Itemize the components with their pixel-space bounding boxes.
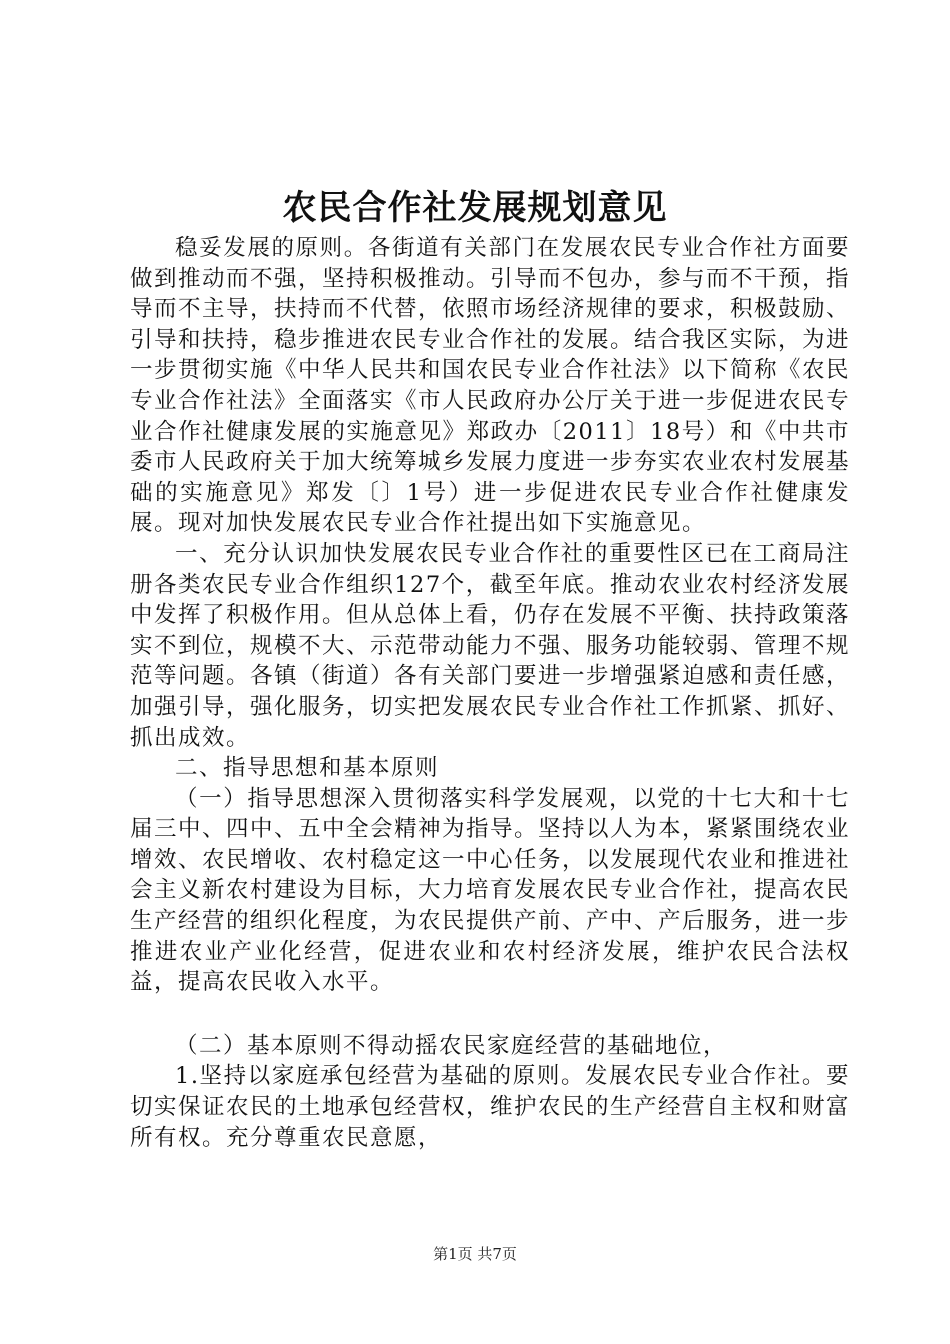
document-body bbox=[130, 233, 850, 1153]
document-title: 农民合作社发展规划意见 bbox=[282, 188, 668, 228]
paragraph-basic-principles: （二）基本原则不得动摇农民家庭经营的基础地位， bbox=[175, 1032, 728, 1059]
paragraph-principle-intro: 稳妥发展的原则。各街道有关部门在发展农民专业合作社方面要做到推动而不强，坚持积极推动。引导而不包办，参与而不干预，指导而不主导，扶持而不代替，依照市场经济规律的要求，积极鼓励、引导和扶持，稳步推进农民专业合作社的发展。结合我区实际，为进一步贯彻实施《中华人民共和国农民专业合作社法》以下简称《农民专业合作社法》全面落实《市人民政府办公厅关于进一步促进农民专业合作社健康发展的实施意见》郑政办〔2011〕18号）和《中共市委市人民政府关于加大统筹城乡发展力度进一步夯实农业农村发展基础的实施意见》郑发〔〕1号）进一步促进农民专业合作社健康发展。现对加快发展农民专业合作社提出如下实施意见。 bbox=[130, 235, 851, 537]
paragraph-principle-one: 1.坚持以家庭承包经营为基础的原则。发展农民专业合作社。要切实保证农民的土地承包经营权，维护农民的生产经营自主权和财富所有权。充分尊重农民意愿， bbox=[130, 1063, 851, 1151]
section-heading-guiding-principles: 二、指导思想和基本原则 bbox=[175, 755, 440, 782]
page-number-footer: 第1页 共7页 bbox=[433, 1245, 517, 1263]
paragraph-section-one: 一、充分认识加快发展农民专业合作社的重要性区已在工商局注册各类农民专业合作组织127个，截至年底。推动农业农村经济发展中发挥了积极作用。但从总体上看，仍存在发展不平衡、扶持政策落实不到位，规模不大、示范带动能力不强、服务功能较弱、管理不规范等问题。各镇（街道）各有关部门要进一步增强紧迫感和责任感，加强引导，强化服务，切实把发展农民专业合作社工作抓紧、抓好、抓出成效。 bbox=[130, 540, 851, 751]
paragraph-guiding-thought: （一）指导思想深入贯彻落实科学发展观，以党的十七大和十七届三中、四中、五中全会精神为指导。坚持以人为本，紧紧围绕农业增效、农民增收、农村稳定这一中心任务，以发展现代农业和推进社会主义新农村建设为目标，大力培育发展农民专业合作社，提高农民生产经营的组织化程度，为农民提供产前、产中、产后服务，进一步推进农业产业化经营，促进农业和农村经济发展，维护农民合法权益，提高农民收入水平。 bbox=[130, 785, 851, 996]
